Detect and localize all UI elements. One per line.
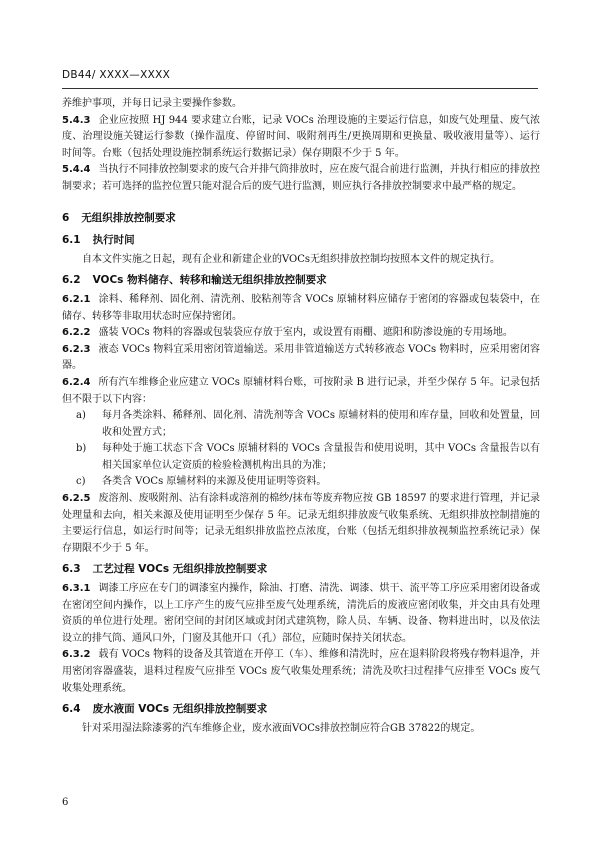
list-text: 每月各类涂料、稀释剂、固化剂、清洗剂等含 VOCs 原辅材料的使用和库存量，回收和处置量，回收和处置方式； bbox=[102, 410, 540, 438]
clause-text: 企业应按照 HJ 944 要求建立台账，记录 VOCs 治理设施的主要运行信息，如废气处理量、废气浓度、治理设施关键运行参数（操作温度、停留时间、吸附剂再生/更换周期和更换量、吸收液用量等）、运行时间等。台账（包括处理设施控制系统运行数据记录）保存期限不少于 5 年。 bbox=[62, 114, 540, 159]
list-label: a) bbox=[76, 410, 86, 422]
clause-6-2-1 bbox=[62, 292, 540, 325]
section-6-2-heading bbox=[62, 272, 540, 289]
section-6-4-heading bbox=[62, 701, 540, 718]
clause-text: 涂料、稀释剂、固化剂、清洗剂、胶粘剂等含 VOCs 原辅材料应储存于密闭的容器或包装袋中，在储存、转移等非取用状态时应保持密闭。 bbox=[62, 293, 540, 322]
clause-number: 6.3.1 bbox=[62, 583, 91, 595]
section-title: 执行时间 bbox=[92, 234, 135, 247]
list-item-b bbox=[62, 441, 540, 474]
section-title: 无组织排放控制要求 bbox=[81, 211, 176, 224]
clause-text: 载有 VOCs 物料的设备及其管道在开停工（车）、维修和清洗时，应在退料阶段将残存物料退净，并用密闭容器盛装，退料过程废气应排至 VOCs 废气收集处理系统；清洗及吹扫过程排气应排至 VOCs 废气收集处理系统。 bbox=[62, 649, 540, 694]
clause-number: 5.4.3 bbox=[62, 114, 91, 126]
section-6-3-heading bbox=[62, 561, 540, 578]
clause-text: 盛装 VOCs 物料的容器或包装袋应存放于室内，或设置有雨棚、遮阳和防渗设施的专用场地。 bbox=[98, 327, 513, 339]
clause-6-3-2 bbox=[62, 647, 540, 697]
list-text: 每种处于施工状态下含 VOCs 原辅材料的 VOCs 含量报告和使用说明，其中 VOCs 含量报告以有相关国家单位认定资质的检验检测机构出具的为准； bbox=[102, 443, 540, 471]
clause-number: 6.2.3 bbox=[62, 343, 91, 355]
clause-number: 5.4.4 bbox=[62, 164, 91, 176]
clause-6-2-5 bbox=[62, 491, 540, 557]
clause-5-4-3 bbox=[62, 113, 540, 163]
list-label: c) bbox=[76, 476, 86, 488]
clause-6-2-3 bbox=[62, 342, 540, 375]
section-number: 6.4 bbox=[62, 703, 81, 716]
section-number: 6.3 bbox=[62, 563, 81, 576]
section-6-heading bbox=[62, 210, 540, 227]
clause-text: 液态 VOCs 物料宜采用密闭管道输送。采用非管道输送方式转移液态 VOCs 物料时，应采用密闭容器。 bbox=[62, 343, 540, 372]
clause-6-2-4 bbox=[62, 375, 540, 408]
section-title: 废水液面 VOCs 无组织排放控制要求 bbox=[92, 703, 268, 716]
section-title: VOCs 物料储存、转移和输送无组织排放控制要求 bbox=[92, 274, 327, 287]
clause-6-3-1 bbox=[62, 581, 540, 647]
clause-text: 当执行不同排放控制要求的废气合并排气筒排放时，应在废气混合前进行监测，并执行相应的排放控制要求；若可选择的监控位置只能对混合后的废气进行监测，则应执行各排放控制要求中最严格的规定。 bbox=[62, 164, 540, 192]
header-rule bbox=[62, 88, 538, 89]
clause-text: 废溶剂、废吸附剂、沾有涂料或溶剂的棉纱/抹布等废弃物应按 GB 18597 的要求进行管理，并记录处理量和去向，相关来源及使用证明至少保存 5 年。记录无组织排放废气收集系统、无组织排放控制措施的主要运行信息，如运行时间等；记录无组织排放监控点浓度，台账（包括无组织排放视频监控系统记录）保存期限不少于 5 年。 bbox=[62, 493, 540, 554]
clause-number: 6.2.2 bbox=[62, 327, 91, 339]
list-item-c bbox=[62, 474, 540, 491]
clause-5-4-4 bbox=[62, 162, 540, 195]
section-title: 工艺过程 VOCs 无组织排放控制要求 bbox=[92, 563, 268, 576]
clause-number: 6.3.2 bbox=[62, 649, 91, 661]
section-6-1-heading bbox=[62, 232, 540, 249]
clause-number: 6.2.1 bbox=[62, 293, 91, 305]
section-number: 6 bbox=[62, 211, 70, 224]
continuation-paragraph: 养维护事项，并每日记录主要操作参数。 bbox=[62, 98, 242, 109]
section-number: 6.2 bbox=[62, 274, 81, 287]
document-number: DB44/ XXXX—XXXX bbox=[62, 69, 171, 81]
clause-text: 所有汽车维修企业应建立 VOCs 原辅材料台账，可按附录 B 进行记录，并至少保存 5 年。记录包括但不限于以下内容： bbox=[62, 376, 540, 405]
page-number: 6 bbox=[62, 797, 69, 808]
paragraph-6-4: 针对采用湿法除漆雾的汽车维修企业，废水液面VOCs排放控制应符合GB 37822的规定。 bbox=[82, 722, 481, 734]
clause-6-2-2 bbox=[62, 325, 540, 342]
list-label: b) bbox=[76, 443, 87, 455]
section-number: 6.1 bbox=[62, 234, 81, 247]
clause-number: 6.2.5 bbox=[62, 493, 91, 505]
list-text: 各类含 VOCs 原辅材料的来源及使用证明等资料。 bbox=[102, 476, 327, 488]
document-body bbox=[62, 96, 540, 737]
clause-text: 调漆工序应在专门的调漆室内操作，除油、打磨、清洗、调漆、烘干、流平等工序应采用密闭设备或在密闭空间内操作，以上工序产生的废气应排至废气处理系统，清洗后的废液应密闭收集，并交由具有处理资质的单位进行处理。密闭空间的封闭区域或封闭式建筑物，除人员、车辆、设备、物料进出时，以及依法设立的排气筒、通风口外，门窗及其他开口（孔）部位，应随时保持关闭状态。 bbox=[62, 583, 540, 644]
list-item-a bbox=[62, 408, 540, 441]
clause-number: 6.2.4 bbox=[62, 376, 91, 388]
paragraph-6-1: 自本文件实施之日起，现有企业和新建企业的VOCs无组织排放控制均按照本文件的规定执行。 bbox=[82, 253, 501, 265]
